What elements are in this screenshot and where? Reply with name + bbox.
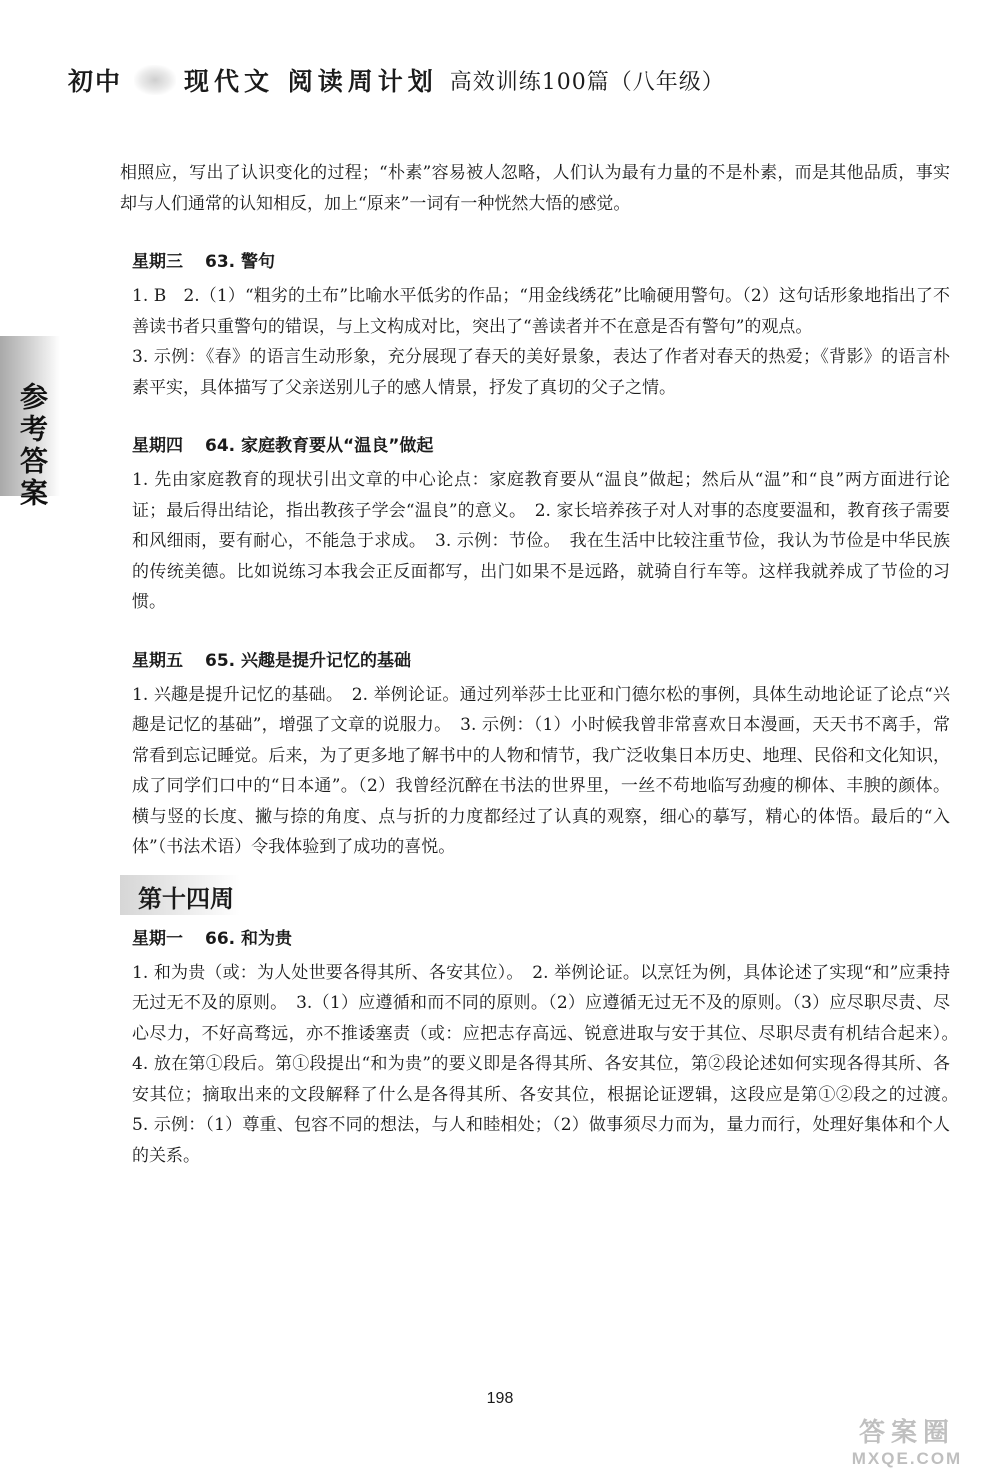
- section-title: 64. 家庭教育要从“温良”做起: [205, 436, 434, 456]
- section-heading: [132, 249, 950, 275]
- watermark-url: MXQE.COM: [851, 1449, 963, 1468]
- header-subtitle: 高效训练100篇（八年级）: [449, 69, 725, 95]
- side-tab-label: 参考答案: [16, 382, 49, 510]
- section-63: [120, 249, 950, 403]
- watermark-logo: [832, 1418, 982, 1476]
- intro-paragraph: 相照应，写出了认识变化的过程；“朴素”容易被人忽略，人们认为最有力量的不是朴素，而是其他品质，事实却与人们通常的认知相反，加上“原来”一词有一种恍然大悟的感觉。: [120, 163, 950, 214]
- week-heading: [120, 879, 950, 914]
- section-heading: [132, 926, 950, 952]
- header-title: 现代文 阅读周计划: [184, 67, 438, 96]
- watermark-text: 答案圈: [858, 1418, 955, 1448]
- section-65: [120, 648, 950, 863]
- section-64: [120, 433, 950, 618]
- answer-paragraph: 1. 先由家庭教育的现状引出文章的中心论点：家庭教育要从“温良”做起；然后从“温”和“良”两方面进行论证；最后得出结论，指出教孩子学会“温良”的意义。 2. 家长培养孩子对人对事的态度要温和，教育孩子需要和风细雨，要有耐心，不能急于求成。 3. 示例：节俭。 我在生活中比较注重节俭，我认为节俭是中华民族的传统美德。比如说练习本我会正反面都写，出门如果不是远路，就骑自行车等。这样我就养成了节俭的习惯。: [132, 470, 950, 612]
- page-number: 198: [486, 1390, 514, 1407]
- section-day: 星期一: [132, 928, 183, 949]
- section-title: 63. 警句: [205, 252, 276, 272]
- header-level: 初中: [68, 67, 123, 96]
- running-header: [68, 60, 948, 100]
- week-title: 第十四周: [138, 884, 234, 913]
- page-content: [120, 158, 967, 1171]
- section-day: 星期四: [132, 436, 183, 456]
- section-day: 星期三: [132, 252, 183, 272]
- answer-paragraph: 3. 示例：《春》的语言生动形象，充分展现了春天的美好景象，表达了作者对春天的热爱；《背影》的语言朴素平实，具体描写了父亲送别儿子的感人情景，抒发了真切的父子之情。: [132, 347, 950, 398]
- section-heading: [132, 433, 950, 459]
- section-title: 65. 兴趣是提升记忆的基础: [205, 650, 412, 671]
- header-decoration-icon: [134, 65, 176, 95]
- section-title: 66. 和为贵: [205, 928, 293, 949]
- answer-paragraph: 1. 兴趣是提升记忆的基础。 2. 举例论证。通过列举莎士比亚和门德尔松的事例，具体生动地论证了论点“兴趣是记忆的基础”，增强了文章的说服力。 3. 示例：（1）小时候我曾非常喜欢日本漫画，天天书不离手，常常看到忘记睡觉。后来，为了更多地了解书中的人物和情节，我广泛收集日本历史、地理、民俗和文化知识，成了同学们口中的“日本通”。（2）我曾经沉醉在书法的世界里，一丝不苟地临写劲瘦的柳体、丰腴的颜体。横与竖的长度、撇与捺的角度、点与折的力度都经过了认真的观察，细心的摹写，精心的体悟。最后的“入体”（书法术语）令我体验到了成功的喜悦。: [132, 684, 950, 857]
- section-heading: [132, 648, 950, 674]
- section-day: 星期五: [132, 650, 183, 671]
- answer-paragraph: 1. 和为贵（或：为人处世要各得其所、各安其位）。 2. 举例论证。以烹饪为例，具体论述了实现“和”应秉持无过无不及的原则。 3.（1）应遵循和而不同的原则。（2）应遵循无过无不及的原则。（3）应尽职尽责、尽心尽力，不好高骛远，亦不推诿塞责（或：应把志存高远、锐意进取与安于其位、尽职尽责有机结合起来）。 4. 放在第①段后。第①段提出“和为贵”的要义即是各得其所、各安其位，第②段论述如何实现各得其所、各安其位；摘取出来的文段解释了什么是各得其所、各安其位，根据论证逻辑，这段应是第①②段之的过渡。 5. 示例：（1）尊重、包容不同的想法，与人和睦相处；（2）做事须尽力而为，量力而行，处理好集体和个人的关系。: [132, 962, 967, 1166]
- section-66: [120, 926, 967, 1172]
- answer-paragraph: 1. B 2.（1）“粗劣的土布”比喻水平低劣的作品；“用金线绣花”比喻硬用警句。（2）这句话形象地指出了不善读书者只重警句的错误，与上文构成对比，突出了“善读者并不在意是否有警句”的观点。: [132, 286, 950, 337]
